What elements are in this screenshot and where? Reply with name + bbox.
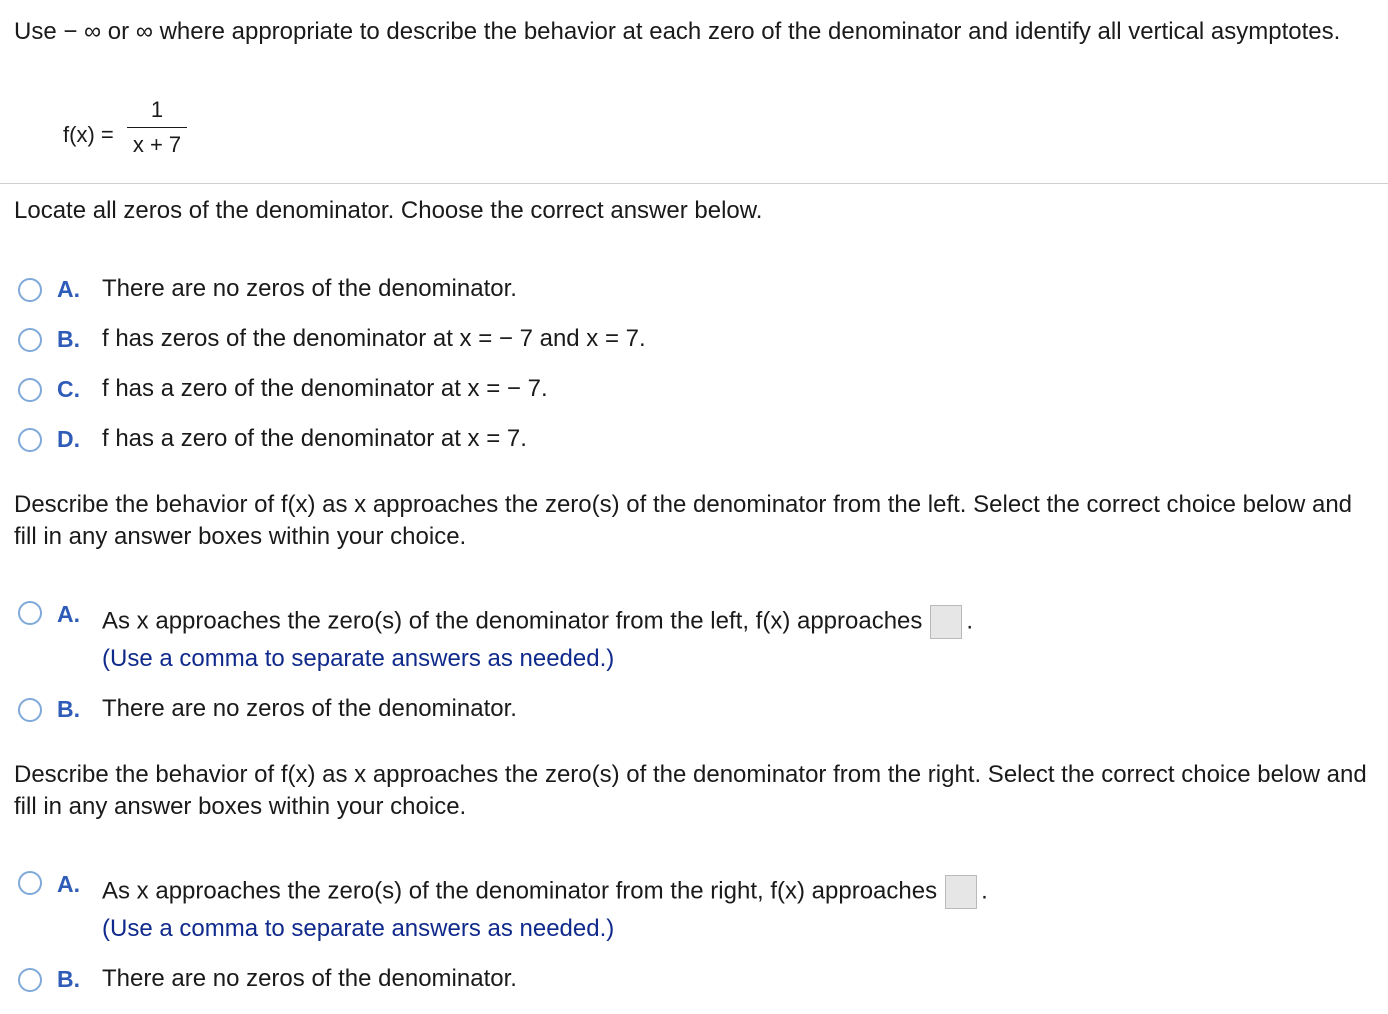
q1-option-c-letter: C. (57, 376, 80, 402)
q2-answer-box[interactable] (930, 605, 962, 639)
q2-option-b-radio[interactable] (18, 698, 42, 722)
q2-option-a-end: . (966, 607, 974, 635)
function-fraction (127, 97, 187, 158)
q3-option-a-radio[interactable] (18, 871, 42, 895)
q2-hint: (Use a comma to separate answers as needed.) (102, 645, 615, 672)
q2-option-a-row (102, 605, 973, 639)
fraction-denominator: x + 7 (132, 132, 182, 157)
q1-option-b-radio[interactable] (18, 328, 42, 352)
q3-option-a-text[interactable]: As x approaches the zero(s) of the denominator from the right, f(x) approaches (102, 877, 938, 905)
q3-option-b-radio[interactable] (18, 968, 42, 992)
q1-option-a-text[interactable]: There are no zeros of the denominator. (102, 275, 517, 302)
q2-option-a-letter: A. (57, 601, 80, 627)
q3-hint: (Use a comma to separate answers as needed.) (102, 915, 615, 942)
q3-option-a-letter: A. (57, 871, 80, 897)
q3-option-b-text[interactable]: There are no zeros of the denominator. (102, 965, 517, 992)
q1-option-a-letter: A. (57, 276, 80, 302)
q1-option-d-radio[interactable] (18, 428, 42, 452)
q2-option-b-text[interactable]: There are no zeros of the denominator. (102, 695, 517, 722)
q1-option-c-text[interactable]: f has a zero of the denominator at x = − 7. (102, 375, 548, 402)
q1-option-d-letter: D. (57, 426, 80, 452)
q2-option-a-radio[interactable] (18, 601, 42, 625)
function-lhs: f(x) = (63, 122, 114, 147)
q1-option-d-text[interactable]: f has a zero of the denominator at x = 7. (102, 425, 527, 452)
q3-option-a-row (102, 875, 988, 909)
q2-option-b-letter: B. (57, 696, 80, 722)
instructions-text: Use − ∞ or ∞ where appropriate to describe the behavior at each zero of the denominator and identify all vertical asymptotes. (14, 18, 1341, 45)
q1-option-b-text[interactable]: f has zeros of the denominator at x = − 7 and x = 7. (102, 325, 646, 352)
q1-option-a-radio[interactable] (18, 278, 42, 302)
q3-option-a-end: . (981, 877, 988, 905)
section-divider (0, 183, 1388, 184)
q1-option-c-radio[interactable] (18, 378, 42, 402)
q1-option-b-letter: B. (57, 326, 80, 352)
question2-prompt: Describe the behavior of f(x) as x approaches the zero(s) of the denominator from the left. Select the correct choice below and fill in any answer boxes within your choice. (14, 491, 1353, 550)
q3-answer-box[interactable] (945, 875, 977, 909)
q3-option-b-letter: B. (57, 966, 80, 992)
question1-prompt: Locate all zeros of the denominator. Choose the correct answer below. (14, 197, 763, 224)
q2-option-a-text[interactable]: As x approaches the zero(s) of the denominator from the left, f(x) approaches (102, 607, 923, 635)
fraction-bar (127, 127, 187, 128)
fraction-numerator: 1 (150, 97, 164, 122)
question3-prompt: Describe the behavior of f(x) as x approaches the zero(s) of the denominator from the right. Select the correct choice below and fill in any answer boxes within your choice. (14, 761, 1367, 820)
